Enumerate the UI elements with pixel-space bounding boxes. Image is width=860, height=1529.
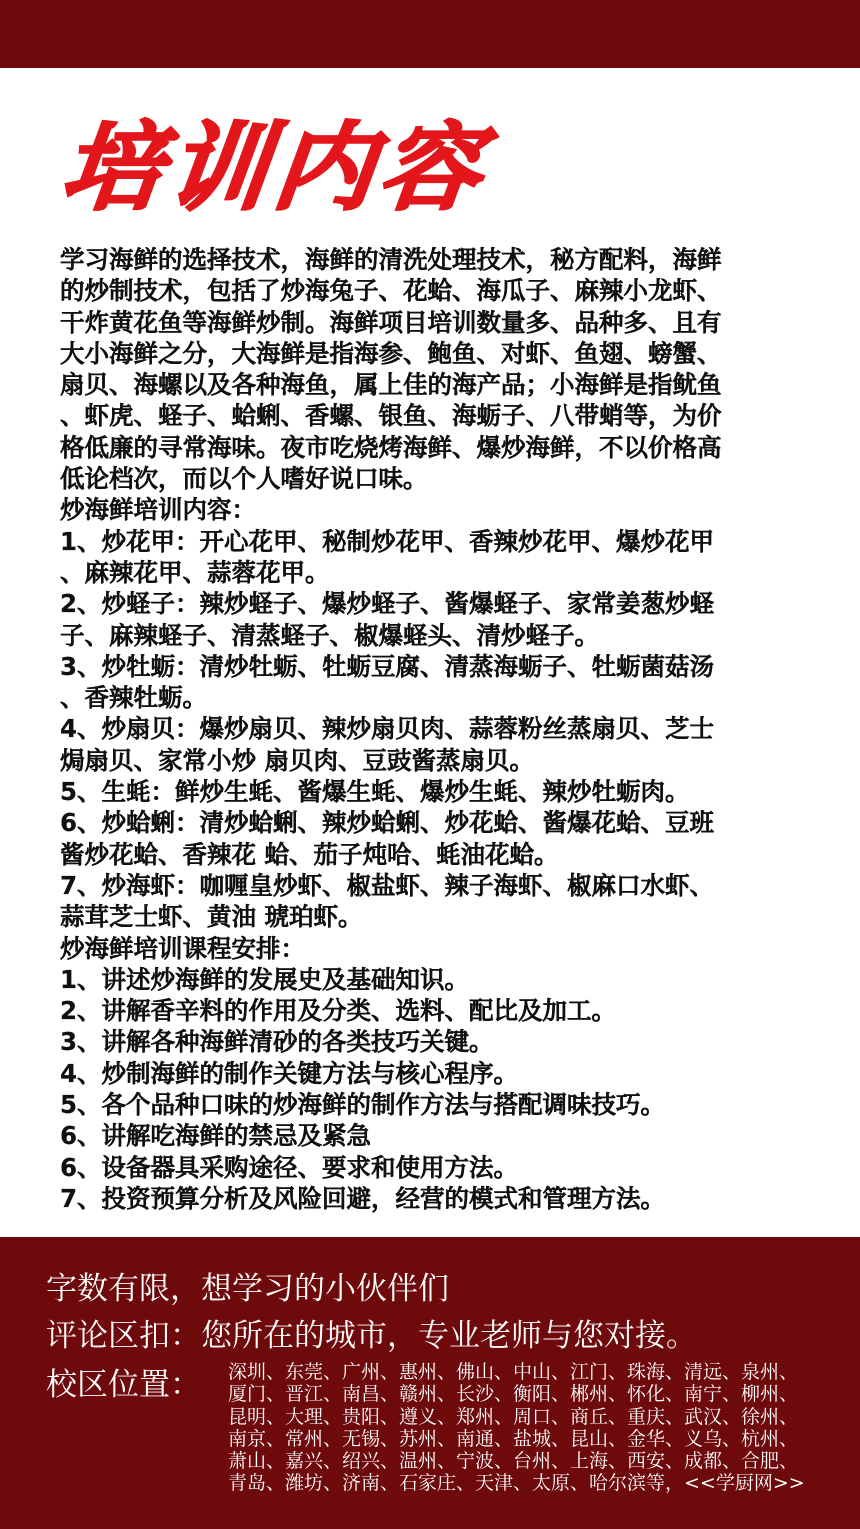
content-line: 、虾虎、蛏子、蛤蜊、香螺、银鱼、海蛎子、八带蛸等，为价 [60,401,722,431]
footer-banner [0,1237,860,1529]
content-line: 焗扇贝、家常小炒 扇贝肉、豆豉酱蒸扇贝。 [60,745,535,775]
content-body [60,244,840,1214]
content-line: 4、炒扇贝：爆炒扇贝、辣炒扇贝肉、蒜蓉粉丝蒸扇贝、芝士 [60,714,715,744]
content-line: 、麻辣花甲、蒜蓉花甲。 [60,557,330,587]
campus-cities [228,1361,828,1495]
top-banner [0,0,860,68]
cities-line: 南京、常州、无锡、苏州、南通、盐城、昆山、金华、义乌、杭州、 [228,1427,799,1450]
content-line: 大小海鲜之分，大海鲜是指海参、鲍鱼、对虾、鱼翅、螃蟹、 [60,338,722,368]
campus-label: 校区位置： [46,1367,201,1403]
footer-line-2: 评论区扣：您所在的城市，专业老师与您对接。 [46,1318,697,1354]
content-line: 学习海鲜的选择技术，海鲜的清洗处理技术，秘方配料，海鲜 [60,245,722,274]
content-line: 2、炒蛏子：辣炒蛏子、爆炒蛏子、酱爆蛏子、家常姜葱炒蛏 [60,589,715,619]
content-line: 5、生蚝：鲜炒生蚝、酱爆生蚝、爆炒生蚝、辣炒牡蛎肉。 [60,777,690,807]
cities-line: 深圳、东莞、广州、惠州、佛山、中山、江门、珠海、清远、泉州、 [228,1361,799,1383]
content-line: 格低廉的寻常海味。夜市吃烧烤海鲜、爆炒海鲜，不以价格高 [60,432,722,462]
content-line: 炒海鲜培训内容： [60,495,256,525]
content-line: 干炸黄花鱼等海鲜炒制。海鲜项目培训数量多、品种多、且有 [60,307,722,337]
content-line: 1、讲述炒海鲜的发展史及基础知识。 [60,964,470,994]
content-line: 6、讲解吃海鲜的禁忌及紧急 [60,1121,372,1151]
content-line: 低论档次，而以个人嗜好说口味。 [60,464,428,494]
cities-line: 青岛、潍坊、济南、石家庄、天津、太原、哈尔滨等，<<学厨网>> [228,1472,805,1495]
cities-line: 萧山、嘉兴、绍兴、温州、宁波、台州、上海、西安、成都、合肥、 [228,1450,799,1473]
content-line: 炒海鲜培训课程安排： [60,933,305,963]
content-line: 7、炒海虾：咖喱皇炒虾、椒盐虾、辣子海虾、椒麻口水虾、 [60,870,715,900]
cities-line: 厦门、晋江、南昌、赣州、长沙、衡阳、郴州、怀化、南宁、柳州、 [228,1383,799,1406]
content-line: 6、炒蛤蜊：清炒蛤蜊、辣炒蛤蜊、炒花蛤、酱爆花蛤、豆班 [60,808,715,838]
content-line: 3、讲解各种海鲜清砂的各类技巧关键。 [60,1027,494,1057]
content-line: 蒜茸芝士虾、黄油 琥珀虾。 [60,902,363,932]
content-line: 的炒制技术，包括了炒海兔子、花蛤、海瓜子、麻辣小龙虾、 [60,276,722,306]
content-line: 4、炒制海鲜的制作关键方法与核心程序。 [60,1058,519,1088]
content-line: 6、设备器具采购途径、要求和使用方法。 [60,1152,519,1182]
content-line: 、香辣牡蛎。 [60,683,207,713]
content-line: 酱炒花蛤、香辣花 蛤、茄子炖哈、蚝油花蛤。 [60,839,559,869]
page-title: 培训内容 [56,111,492,224]
footer-line-1: 字数有限，想学习的小伙伴们 [46,1271,449,1307]
content-line: 3、炒牡蛎：清炒牡蛎、牡蛎豆腐、清蒸海蛎子、牡蛎菌菇汤 [60,651,715,681]
content-line: 5、各个品种口味的炒海鲜的制作方法与搭配调味技巧。 [60,1090,666,1120]
content-line: 1、炒花甲：开心花甲、秘制炒花甲、香辣炒花甲、爆炒花甲 [60,526,715,556]
cities-line: 昆明、大理、贵阳、遵义、郑州、周口、商丘、重庆、武汉、徐州、 [228,1405,799,1428]
content-line: 扇贝、海螺以及各种海鱼，属上佳的海产品；小海鲜是指鱿鱼 [60,370,722,400]
content-line: 子、麻辣蛏子、清蒸蛏子、椒爆蛏头、清炒蛏子。 [60,620,599,650]
content-line: 2、讲解香辛料的作用及分类、选料、配比及加工。 [60,996,617,1026]
content-line: 7、投资预算分析及风险回避，经营的模式和管理方法。 [60,1183,666,1213]
